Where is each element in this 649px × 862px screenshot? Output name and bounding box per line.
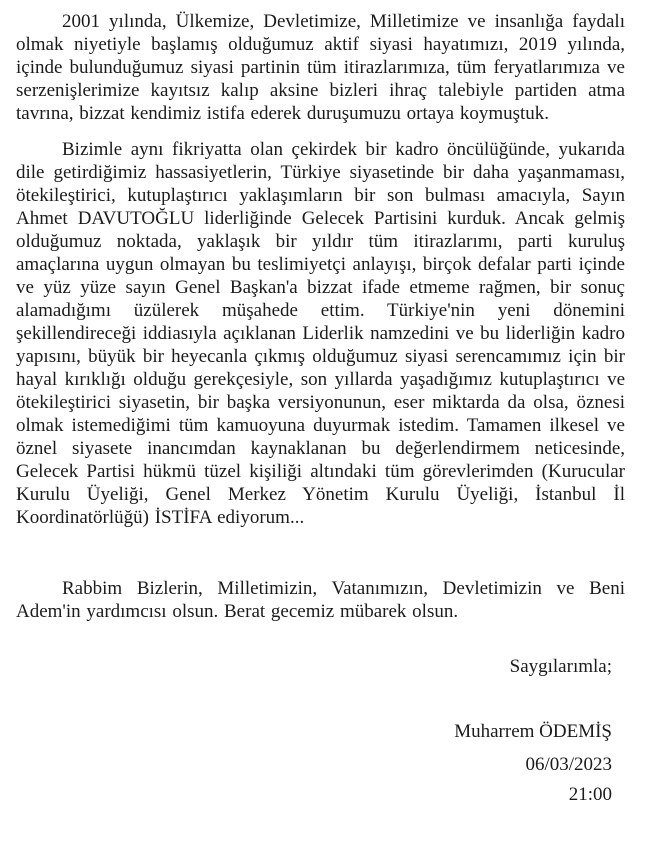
paragraph-intro: 2001 yılında, Ülkemize, Devletimize, Milletimize ve insanlığa faydalı olmak niyetiyle başlamış olduğumuz aktif siyasi hayatımızı, 2019 yılında, içinde bulunduğumuz siyasi partinin tüm itirazlarımıza, tüm feryatlarımıza ve serzenişlerimize kayıtsız kalıp aksine bizleri ihraç talebiyle partiden atma tavrına, bizzat kendimiz istifa ederek duruşumuzu ortaya koymuştuk. [16, 11, 625, 124]
paragraph-prayer: Rabbim Bizlerin, Milletimizin, Vatanımızın, Devletimizin ve Beni Adem'in yardımcısı olsun. Berat gecemiz mübarek olsun. [16, 578, 625, 622]
paragraph-resignation: Bizimle aynı fikriyatta olan çekirdek bir kadro öncülüğünde, yukarıda dile getirdiğimiz hassasiyetlerin, Türkiye siyasetinde bir daha yaşanmaması, ötekileştirici, kutuplaştırıcı yaklaşımların bir son bulması amacıyla, Sayın Ahmet DAVUTOĞLU liderliğinde Gelecek Partisini kurduk. Ancak gelmiş olduğumuz noktada, yaklaşık bir yıldır tüm itirazlarımı, parti kuruluş amaçlarına uygun olmayan bu teslimiyetçi anlayışı, birçok defalar parti içinde ve yüz yüze sayın Genel Başkan'a bizzat ifade etmeme rağmen, bir sonuç alamadığımı üzülerek müşahede ettim. Türkiye'nin yeni dönemini şekillendireceği iddiasıyla açıklanan Liderlik namzedini ve bu liderliğin kadro yapısını, büyük bir heyecanla çıkmış olduğumuz siyasi serencamımız için bir hayal kırıklığı olduğu gerekçesiyle, son yıllarda yaşadığımız kutuplaştırıcı ve ötekileştirici siyasetin, bir başka versiyonunun, eser miktarda da olsa, öznesi olmak istemediğimi tüm kamuoyuna duyurmak istedim. Tamamen ilkesel ve öznel siyasete inancımdan kaynaklanan bu değerlendirmem neticesinde, Gelecek Partisi hükmü tüzel kişiliği altındaki tüm görevlerimden (Kurucular Kurulu Üyeliği, Genel Merkez Yönetim Kurulu Üyeliği, İstanbul İl Koordinatörlüğü) İSTİFA ediyorum... [16, 139, 625, 528]
signature-block [16, 655, 625, 806]
letter-date: 06/03/2023 [525, 754, 612, 775]
closing-salutation: Saygılarımla; [509, 656, 612, 677]
letter-time: 21:00 [568, 784, 612, 805]
signer-name: Muharrem ÖDEMİŞ [454, 721, 612, 742]
